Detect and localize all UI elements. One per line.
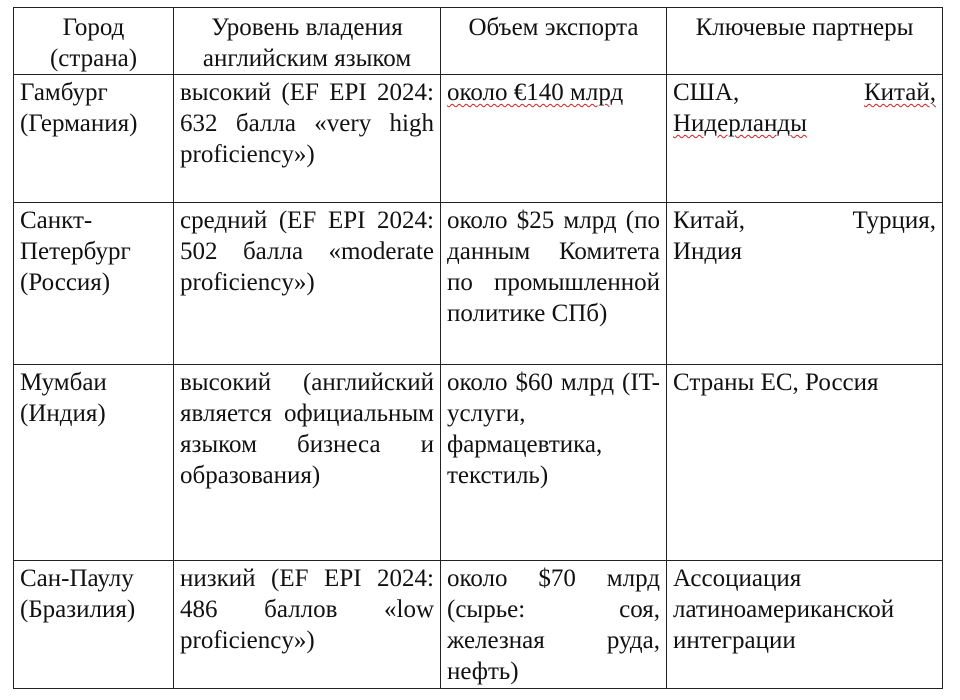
table-row <box>14 365 943 561</box>
cell-city: Гамбург (Германия) <box>14 75 174 203</box>
cell-english-level: средний (EF EPI 2024: 502 балла «moderate proficiency») <box>174 203 441 365</box>
cell-export: около $25 млрд (по данным Комитета по промышленной политике СПб) <box>441 203 667 365</box>
partners-line <box>673 77 936 108</box>
partner-item: США, <box>673 79 740 106</box>
table-row <box>14 203 943 365</box>
table-row <box>14 561 943 689</box>
cell-city: Сан-Паулу (Бразилия) <box>14 561 174 689</box>
partner-item: Китай, <box>863 79 936 106</box>
cell-export: около $70 млрд (сырье: соя, железная руда, нефть) <box>441 561 667 689</box>
partners-line <box>673 205 936 236</box>
header-english-level: Уровень владения английским языком <box>174 8 441 75</box>
header-row <box>14 8 943 75</box>
partner-item: Турция, <box>852 207 936 234</box>
cell-partners: Ассоциация латиноамериканской интеграции <box>667 561 943 689</box>
partner-item: Нидерланды <box>673 110 807 137</box>
table-row <box>14 75 943 203</box>
cell-partners <box>667 203 943 365</box>
cell-partners: Страны ЕС, Россия <box>667 365 943 561</box>
comparison-table <box>13 7 943 689</box>
partner-item: Индия <box>673 238 743 265</box>
header-key-partners: Ключевые партнеры <box>667 8 943 75</box>
cell-english-level: низкий (EF EPI 2024: 486 баллов «low proficiency») <box>174 561 441 689</box>
cell-city: Санкт-Петербург (Россия) <box>14 203 174 365</box>
header-export-volume: Объем экспорта <box>441 8 667 75</box>
export-value: около €140 млрд <box>447 79 624 106</box>
cell-city: Мумбаи (Индия) <box>14 365 174 561</box>
cell-english-level: высокий (английский является официальным языком бизнеса и образования) <box>174 365 441 561</box>
cell-export <box>441 75 667 203</box>
partner-item: Китай, <box>673 207 746 234</box>
cell-partners <box>667 75 943 203</box>
cell-export: около $60 млрд (IT-услуги, фармацевтика, текстиль) <box>441 365 667 561</box>
header-city: Город (страна) <box>14 8 174 75</box>
cell-english-level: высокий (EF EPI 2024: 632 балла «very high proficiency») <box>174 75 441 203</box>
